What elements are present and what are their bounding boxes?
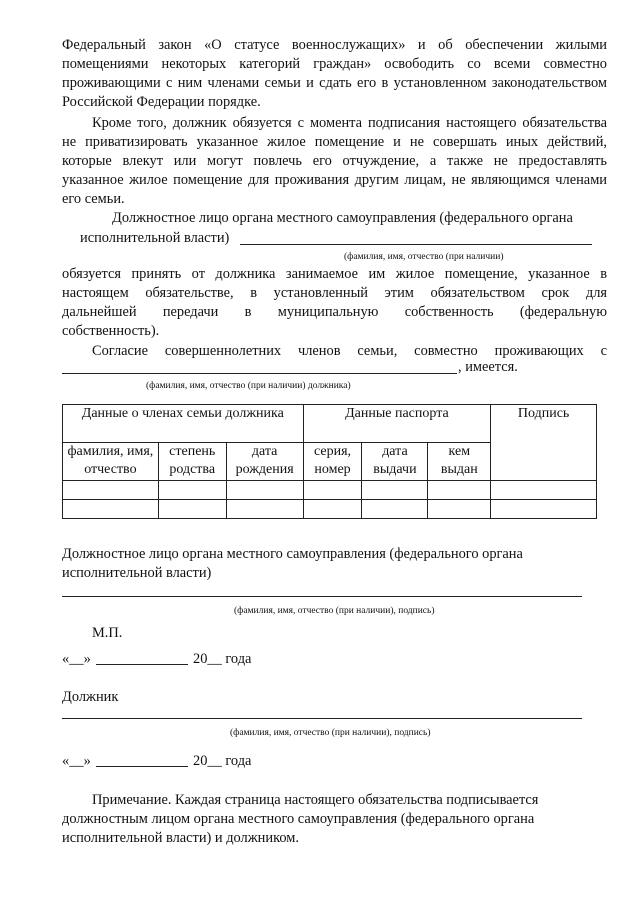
table-cell[interactable] [428,500,491,519]
table-cell[interactable] [362,481,428,500]
para2-line-3: которые влекут или могут повлечь его отчуждение, а также не предоставлять [62,153,607,169]
col-name: фамилия, имя, отчество [63,443,159,481]
intro-line-3: проживающими с ним членами семьи и сдать его в установленном законодательством [62,75,607,91]
table-cell[interactable] [158,481,226,500]
consent-tail: , имеется. [458,359,518,375]
col-series: серия, номер [303,443,362,481]
official-line-2: исполнительной власти) [80,230,230,246]
para2-line-1: Кроме того, должник обязуется с момента подписания настоящего обязательства [92,115,607,131]
table-cell[interactable] [303,481,362,500]
table-cell[interactable] [303,500,362,519]
official-caption: (фамилия, имя, отчество (при наличии) [344,252,504,262]
intro-line-2: помещениями некоторых категорий граждан» освободить со всеми совместно [62,56,607,72]
official-line-1: Должностное лицо органа местного самоуправления (федерального органа [112,210,573,226]
para2-line-5: его семьи. [62,191,125,207]
intro-line-1: Федеральный закон «О статусе военнослужащих» и об обеспечении жилыми [62,37,607,53]
table-cell[interactable] [491,500,597,519]
table-row [63,481,597,500]
family-members-table [62,404,597,519]
header-signature: Подпись [491,405,597,481]
note-line-3: исполнительной власти) и должником. [62,830,299,846]
col-relation: степень родства [158,443,226,481]
debtor-date-month-field[interactable] [96,766,188,767]
table-cell[interactable] [226,481,303,500]
consent-line-1: Согласие совершеннолетних членов семьи, совместно проживающих с [92,343,607,359]
debtor-name-field[interactable] [62,373,457,374]
table-cell[interactable] [158,500,226,519]
stamp-label: М.П. [92,625,123,641]
debtor-signature-field[interactable] [62,718,582,719]
consent-caption: (фамилия, имя, отчество (при наличии) должника) [146,381,351,391]
official-obligation-line-4: собственность). [62,323,160,339]
table-cell[interactable] [63,481,159,500]
table-cell[interactable] [428,481,491,500]
table-row [63,500,597,519]
sign-official-line-2: исполнительной власти) [62,565,212,581]
col-issued-by: кем выдан [428,443,491,481]
table-cell[interactable] [63,500,159,519]
table-cell[interactable] [362,500,428,519]
col-issue-date: дата выдачи [362,443,428,481]
official-date-day: «__» [62,651,91,667]
table-cell[interactable] [226,500,303,519]
debtor-label: Должник [62,689,119,705]
official-obligation-line-1: обязуется принять от должника занимаемое им жилое помещение, указанное в [62,266,607,282]
sign-debtor-caption: (фамилия, имя, отчество (при наличии), подпись) [230,728,431,738]
para2-line-4: указанное жилое помещение для проживания другим лицам, не являющимся членами [62,172,607,188]
official-obligation-line-2: настоящем обязательстве, в установленный этим обязательством срок для [62,285,607,301]
official-name-field[interactable] [240,244,592,245]
sign-official-caption: (фамилия, имя, отчество (при наличии), подпись) [234,606,435,616]
note-line-1: Примечание. Каждая страница настоящего обязательства подписывается [92,792,539,808]
official-date-month-field[interactable] [96,664,188,665]
header-passport: Данные паспорта [303,405,491,443]
official-obligation-line-3: дальнейшей передачи в муниципальную собственность (федеральную [62,304,607,320]
table-cell[interactable] [491,481,597,500]
para2-line-2: не приватизировать указанное жилое помещение и не совершать иных действий, [62,134,607,150]
note-line-2: должностным лицом органа местного самоуправления (федерального органа [62,811,535,827]
intro-line-4: Российской Федерации порядке. [62,94,261,110]
col-birthdate: дата рождения [226,443,303,481]
sign-official-line-1: Должностное лицо органа местного самоуправления (федерального органа [62,546,523,562]
table-group-header [63,405,597,443]
official-signature-field[interactable] [62,596,582,597]
debtor-date-year: 20__ года [193,753,252,769]
debtor-date-day: «__» [62,753,91,769]
header-members: Данные о членах семьи должника [63,405,304,443]
official-date-year: 20__ года [193,651,252,667]
